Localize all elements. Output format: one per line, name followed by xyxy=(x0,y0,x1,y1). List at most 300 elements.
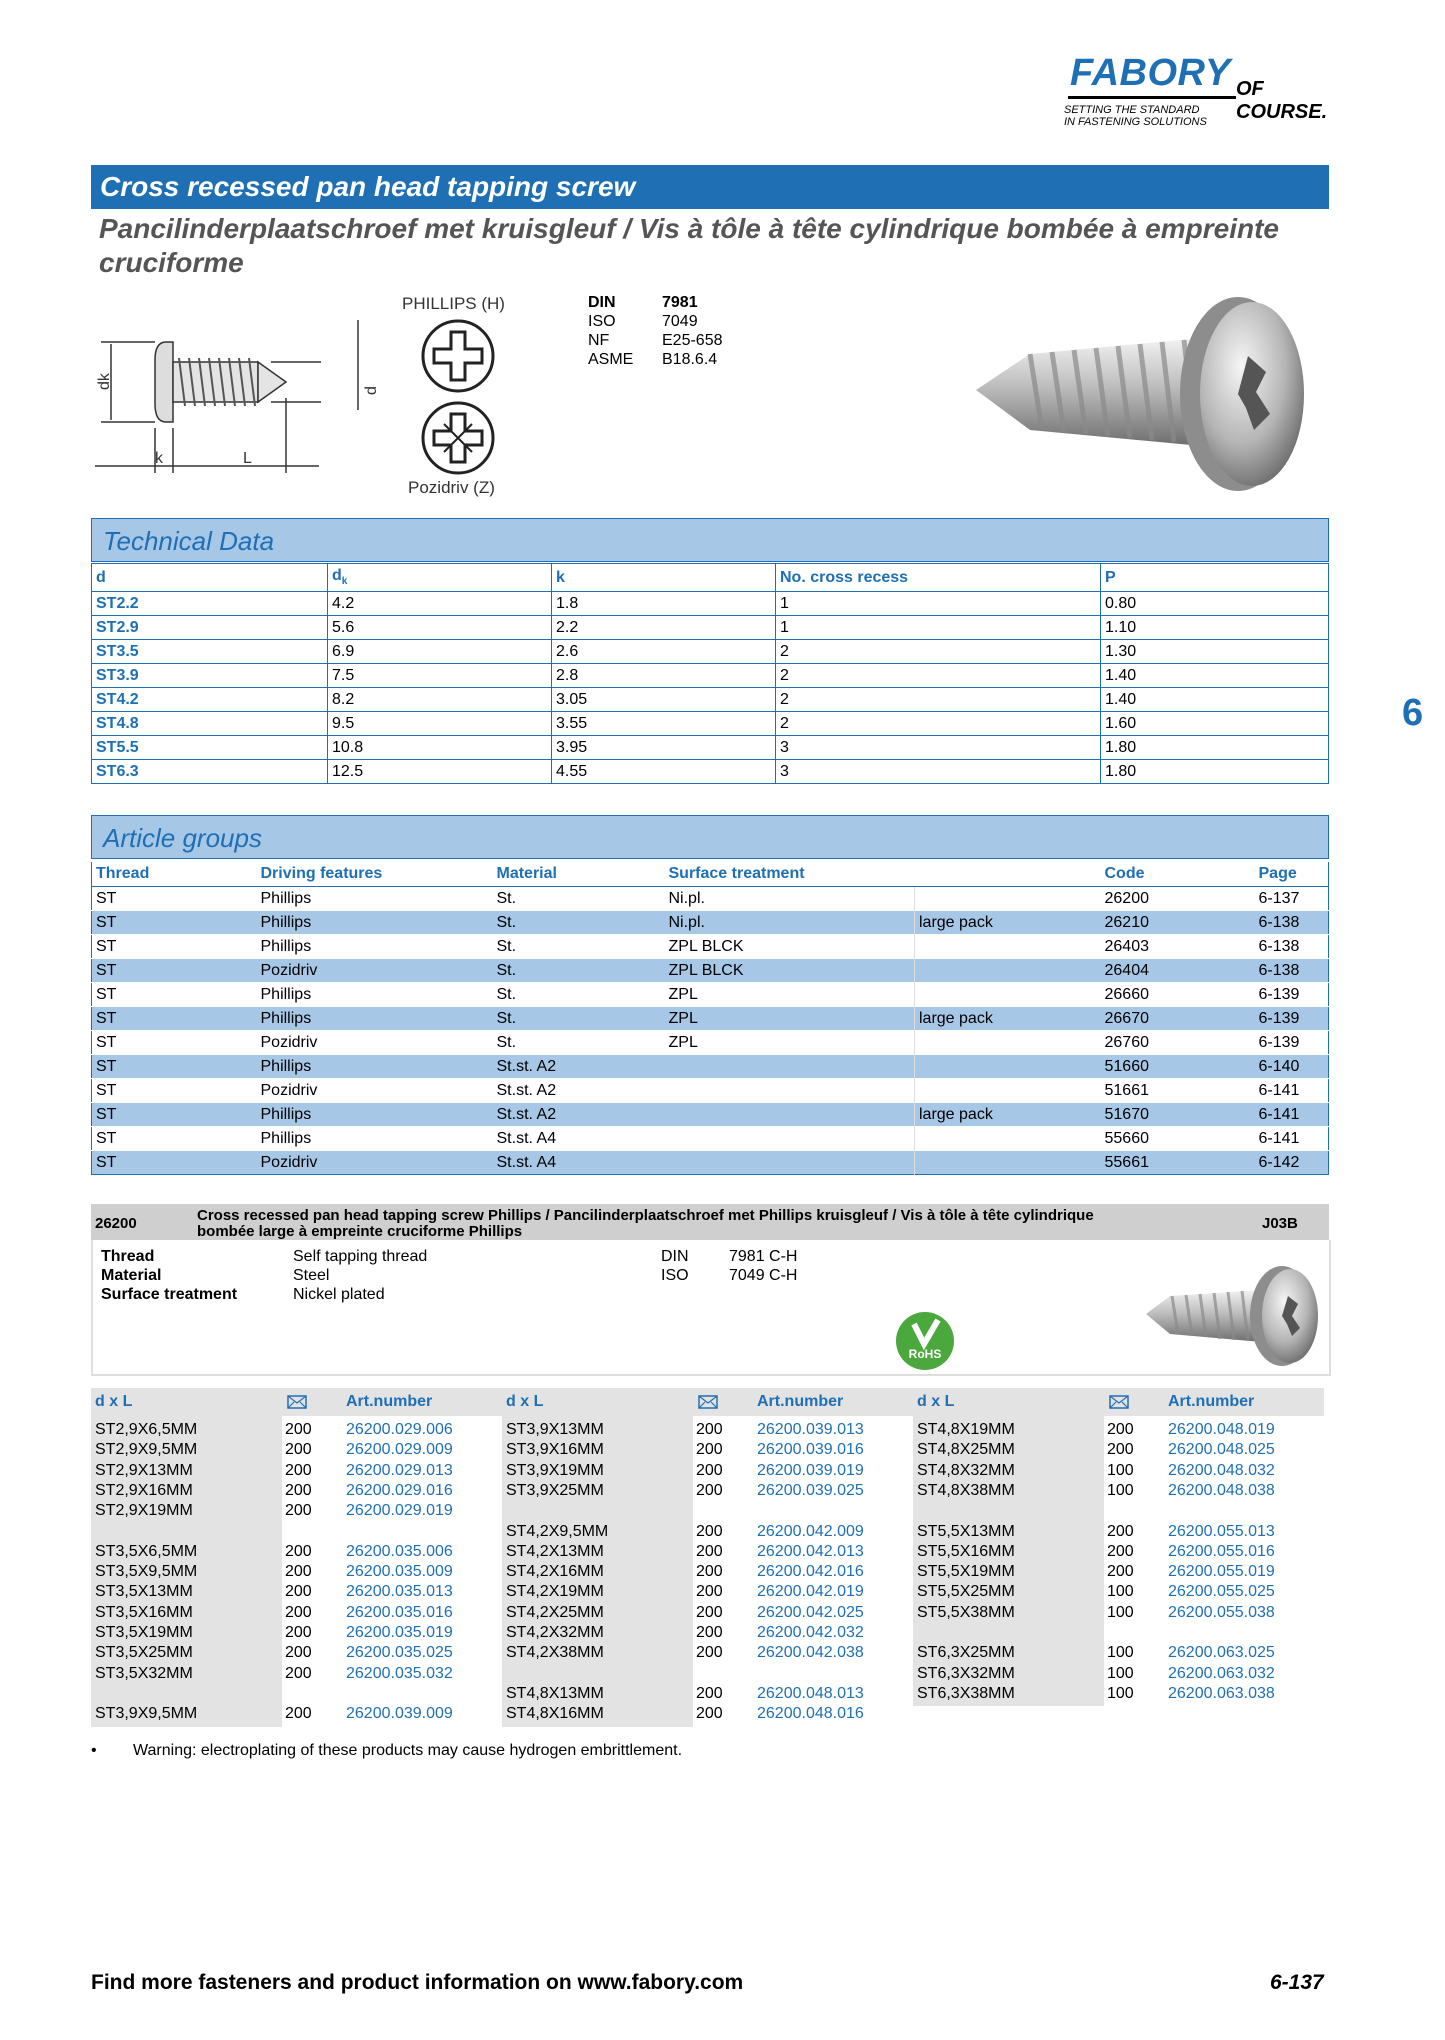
size-cell: ST6,3X38MM xyxy=(917,1685,1015,1702)
article-cell: 6-138 xyxy=(1255,935,1329,959)
technical-cell: 1.40 xyxy=(1101,688,1329,712)
size-cell: ST6,3X32MM xyxy=(917,1665,1015,1682)
article-number-row[interactable] xyxy=(913,1664,1324,1684)
article-number-row[interactable] xyxy=(913,1684,1324,1704)
article-number-row[interactable] xyxy=(913,1603,1324,1623)
article-cell: ST xyxy=(92,1151,257,1175)
article-cell: 6-139 xyxy=(1255,1007,1329,1031)
size-cell: ST3,5X9,5MM xyxy=(95,1563,198,1580)
article-number-row[interactable] xyxy=(913,1582,1324,1602)
article-cell: ST xyxy=(92,1055,257,1079)
technical-cell: 2 xyxy=(776,640,1101,664)
technical-row xyxy=(92,736,1329,760)
article-cell: 26404 xyxy=(1101,959,1255,983)
article-cell: 51670 xyxy=(1101,1103,1255,1127)
art-number-link[interactable]: 26200.039.016 xyxy=(757,1441,864,1458)
technical-cell: ST3.5 xyxy=(92,640,328,664)
article-number-row[interactable] xyxy=(502,1684,913,1704)
quantity-cell: 100 xyxy=(1107,1604,1134,1621)
article-cell: 51661 xyxy=(1101,1079,1255,1103)
logo-tagline: SETTING THE STANDARD IN FASTENING SOLUTIONS xyxy=(1064,104,1207,128)
article-cell: Phillips xyxy=(257,1127,493,1151)
art-number-link[interactable]: 26200.039.009 xyxy=(346,1705,453,1722)
article-row[interactable] xyxy=(92,911,1329,935)
chapter-tab: 6 xyxy=(1402,692,1424,734)
article-cell: 6-141 xyxy=(1255,1079,1329,1103)
art-number-link[interactable]: 26200.063.032 xyxy=(1168,1665,1275,1682)
product-desc-line1: Cross recessed pan head tapping screw Phillips / Pancilinderplaatschroef met Phillips kruisgleuf / Vis à tôle à tête cylindrique xyxy=(197,1207,1094,1224)
page-title: Cross recessed pan head tapping screw xyxy=(100,171,636,202)
quantity-cell: 200 xyxy=(285,1705,312,1722)
article-row[interactable] xyxy=(92,887,1329,911)
size-cell: ST4,8X38MM xyxy=(917,1482,1015,1499)
art-number-link[interactable]: 26200.048.032 xyxy=(1168,1462,1275,1479)
technical-cell: 2.2 xyxy=(552,616,776,640)
size-cell: ST3,9X19MM xyxy=(506,1462,604,1479)
package-envelope-icon xyxy=(698,1394,718,1410)
article-cell: St. xyxy=(493,983,665,1007)
article-cell xyxy=(915,887,1101,911)
article-cell: ST xyxy=(92,911,257,935)
technical-cell: 3.55 xyxy=(552,712,776,736)
article-number-row[interactable] xyxy=(502,1643,913,1663)
article-cell: large pack xyxy=(915,911,1101,935)
article-number-row[interactable] xyxy=(502,1461,913,1481)
size-cell: ST4,8X25MM xyxy=(917,1441,1015,1458)
art-number-link[interactable]: 26200.039.025 xyxy=(757,1482,864,1499)
article-header-cell: Page xyxy=(1255,862,1329,887)
size-cell: ST4,2X16MM xyxy=(506,1563,604,1580)
article-cell: St.st. A2 xyxy=(493,1103,665,1127)
article-cell xyxy=(665,1079,915,1103)
article-cell: ZPL xyxy=(665,1031,915,1055)
article-number-row[interactable] xyxy=(502,1481,913,1501)
quantity-cell: 200 xyxy=(285,1665,312,1682)
article-cell: 26200 xyxy=(1101,887,1255,911)
article-number-row[interactable] xyxy=(913,1643,1324,1663)
quantity-cell: 200 xyxy=(285,1543,312,1560)
article-cell: St. xyxy=(493,1007,665,1031)
svg-text:L: L xyxy=(243,450,252,467)
fabory-logo xyxy=(1064,52,1354,132)
art-number-link[interactable]: 26200.055.038 xyxy=(1168,1604,1275,1621)
art-number-header: Art.number xyxy=(346,1393,433,1410)
pozidriv-recess-icon xyxy=(420,400,496,476)
pozidriv-label: Pozidriv (Z) xyxy=(408,478,495,497)
art-number-link[interactable]: 26200.042.025 xyxy=(757,1604,864,1621)
art-number-link[interactable]: 26200.048.038 xyxy=(1168,1482,1275,1499)
quantity-cell: 100 xyxy=(1107,1665,1134,1682)
size-cell: ST5,5X19MM xyxy=(917,1563,1015,1580)
art-number-link[interactable]: 26200.035.009 xyxy=(346,1563,453,1580)
article-number-row[interactable] xyxy=(502,1542,913,1562)
quantity-cell: 200 xyxy=(696,1583,723,1600)
article-cell: St. xyxy=(493,959,665,983)
technical-cell: 6.9 xyxy=(328,640,552,664)
size-cell: ST3,5X13MM xyxy=(95,1583,193,1600)
size-cell: ST3,9X13MM xyxy=(506,1421,604,1438)
size-cell: ST3,9X25MM xyxy=(506,1482,604,1499)
quantity-cell: 200 xyxy=(1107,1441,1134,1458)
quantity-cell: 200 xyxy=(285,1502,312,1519)
article-cell xyxy=(915,935,1101,959)
article-cell: 51660 xyxy=(1101,1055,1255,1079)
article-number-row[interactable] xyxy=(91,1623,502,1643)
size-cell: ST4,2X38MM xyxy=(506,1644,604,1661)
svg-text:k: k xyxy=(155,450,163,467)
quantity-cell: 100 xyxy=(1107,1583,1134,1600)
article-cell: Ni.pl. xyxy=(665,911,915,935)
article-number-row[interactable] xyxy=(91,1582,502,1602)
article-cell: 55660 xyxy=(1101,1127,1255,1151)
art-number-link[interactable]: 26200.055.019 xyxy=(1168,1563,1275,1580)
package-envelope-icon xyxy=(287,1394,307,1410)
article-groups-header: Article groups xyxy=(91,815,1329,859)
article-cell: 6-139 xyxy=(1255,983,1329,1007)
package-envelope-icon xyxy=(1109,1394,1129,1410)
article-cell: St.st. A4 xyxy=(493,1127,665,1151)
technical-row xyxy=(92,712,1329,736)
art-number-link[interactable]: 26200.055.025 xyxy=(1168,1583,1275,1600)
quantity-cell: 200 xyxy=(285,1624,312,1641)
product-properties: Thread Self tapping thread Material Steel Surface treatment Nickel plated xyxy=(101,1248,428,1303)
article-cell: ST xyxy=(92,1127,257,1151)
quantity-cell: 100 xyxy=(1107,1462,1134,1479)
art-number-link[interactable]: 26200.039.013 xyxy=(757,1421,864,1438)
article-cell: ZPL xyxy=(665,1007,915,1031)
technical-cell: 7.5 xyxy=(328,664,552,688)
article-number-row[interactable] xyxy=(502,1522,913,1542)
article-header-cell xyxy=(915,862,1101,887)
th-p: P xyxy=(1101,564,1329,592)
quantity-cell: 200 xyxy=(696,1604,723,1621)
quantity-cell: 200 xyxy=(696,1563,723,1580)
article-cell: 26760 xyxy=(1101,1031,1255,1055)
article-cell: Phillips xyxy=(257,887,493,911)
article-number-row[interactable] xyxy=(502,1582,913,1602)
article-cell: 26670 xyxy=(1101,1007,1255,1031)
technical-cell: ST4.8 xyxy=(92,712,328,736)
art-number-link[interactable]: 26200.063.038 xyxy=(1168,1685,1275,1702)
article-number-column xyxy=(502,1388,913,1722)
art-number-link[interactable]: 26200.042.009 xyxy=(757,1523,864,1540)
article-cell: ZPL BLCK xyxy=(665,935,915,959)
article-cell xyxy=(915,1079,1101,1103)
th-d: d xyxy=(92,564,328,592)
technical-cell: 2.6 xyxy=(552,640,776,664)
article-number-row[interactable] xyxy=(91,1643,502,1663)
size-cell: ST4,2X19MM xyxy=(506,1583,604,1600)
article-header-cell: Material xyxy=(493,862,665,887)
technical-row xyxy=(92,688,1329,712)
article-cell: ZPL BLCK xyxy=(665,959,915,983)
article-cell: 6-142 xyxy=(1255,1151,1329,1175)
quantity-cell: 200 xyxy=(696,1441,723,1458)
art-number-link[interactable]: 26200.035.016 xyxy=(346,1604,453,1621)
article-cell xyxy=(915,1031,1101,1055)
footer-text: Find more fasteners and product information on www.fabory.com xyxy=(91,1971,744,1994)
article-number-row[interactable] xyxy=(913,1522,1324,1542)
product-desc-line2: bombée large à empreinte cruciforme Phillips xyxy=(197,1223,523,1240)
art-number-link[interactable]: 26200.029.006 xyxy=(346,1421,453,1438)
article-number-row[interactable] xyxy=(913,1420,1324,1440)
dxl-header: d x L xyxy=(95,1393,133,1410)
size-cell: ST5,5X25MM xyxy=(917,1583,1015,1600)
article-number-row[interactable] xyxy=(91,1501,502,1521)
size-cell: ST4,8X32MM xyxy=(917,1462,1015,1479)
technical-cell: 3 xyxy=(776,736,1101,760)
article-cell: ZPL xyxy=(665,983,915,1007)
technical-cell: 2 xyxy=(776,688,1101,712)
quantity-cell: 100 xyxy=(1107,1482,1134,1499)
article-number-row[interactable] xyxy=(502,1623,913,1643)
th-cross-recess: No. cross recess xyxy=(776,564,1101,592)
article-header-cell: Code xyxy=(1101,862,1255,887)
art-number-link[interactable]: 26200.029.016 xyxy=(346,1482,453,1499)
art-number-link[interactable]: 26200.035.025 xyxy=(346,1644,453,1661)
size-cell: ST2,9X16MM xyxy=(95,1482,193,1499)
technical-cell: ST4.2 xyxy=(92,688,328,712)
art-number-link[interactable]: 26200.029.013 xyxy=(346,1462,453,1479)
technical-cell: ST6.3 xyxy=(92,760,328,784)
article-cell xyxy=(665,1151,915,1175)
article-number-row[interactable] xyxy=(913,1461,1324,1481)
art-number-link[interactable]: 26200.048.013 xyxy=(757,1685,864,1702)
art-number-link[interactable]: 26200.055.013 xyxy=(1168,1523,1275,1540)
size-cell: ST3,9X16MM xyxy=(506,1441,604,1458)
screw-product-image xyxy=(970,296,1325,496)
size-cell: ST6,3X25MM xyxy=(917,1644,1015,1661)
size-cell: ST5,5X16MM xyxy=(917,1543,1015,1560)
page-number: 6-137 xyxy=(1270,1971,1324,1994)
article-cell: Phillips xyxy=(257,935,493,959)
article-cell: 6-141 xyxy=(1255,1127,1329,1151)
article-number-row[interactable] xyxy=(502,1704,913,1724)
art-number-link[interactable]: 26200.042.013 xyxy=(757,1543,864,1560)
article-number-row[interactable] xyxy=(91,1542,502,1562)
page-subtitle: Pancilinderplaatschroef met kruisgleuf / Vis à tôle à tête cylindrique bombée à empreinte cruciforme xyxy=(99,213,1279,278)
article-number-row[interactable] xyxy=(91,1440,502,1460)
size-cell: ST3,5X6,5MM xyxy=(95,1543,198,1560)
article-number-row[interactable] xyxy=(91,1420,502,1440)
art-number-link[interactable]: 26200.035.032 xyxy=(346,1665,453,1682)
article-number-row[interactable] xyxy=(913,1562,1324,1582)
article-cell: St. xyxy=(493,1031,665,1055)
article-cell xyxy=(915,1127,1101,1151)
art-number-link[interactable]: 26200.035.006 xyxy=(346,1543,453,1560)
technical-cell: 2 xyxy=(776,664,1101,688)
article-row[interactable] xyxy=(92,983,1329,1007)
article-cell: large pack xyxy=(915,1007,1101,1031)
technical-cell: 1 xyxy=(776,616,1101,640)
article-cell: St.st. A2 xyxy=(493,1055,665,1079)
article-cell xyxy=(915,983,1101,1007)
size-cell: ST5,5X38MM xyxy=(917,1604,1015,1621)
technical-row xyxy=(92,640,1329,664)
product-standards: DIN 7981 C-H ISO 7049 C-H xyxy=(661,1248,798,1284)
article-cell: ST xyxy=(92,1103,257,1127)
size-cell: ST4,8X19MM xyxy=(917,1421,1015,1438)
quantity-cell: 200 xyxy=(1107,1421,1134,1438)
quantity-cell: 200 xyxy=(696,1705,723,1722)
article-row[interactable] xyxy=(92,1031,1329,1055)
article-number-row[interactable] xyxy=(913,1542,1324,1562)
art-number-link[interactable]: 26200.035.019 xyxy=(346,1624,453,1641)
article-cell: Ni.pl. xyxy=(665,887,915,911)
product-code: 26200 xyxy=(95,1215,137,1232)
product-small-image xyxy=(1142,1262,1322,1368)
dxl-header: d x L xyxy=(506,1393,544,1410)
article-number-row[interactable] xyxy=(913,1481,1324,1501)
quantity-cell: 200 xyxy=(1107,1543,1134,1560)
technical-cell: 3.05 xyxy=(552,688,776,712)
thread-d-dimension xyxy=(344,300,384,450)
technical-cell: 0.80 xyxy=(1101,592,1329,616)
technical-cell: 1.10 xyxy=(1101,616,1329,640)
article-cell xyxy=(665,1055,915,1079)
article-cell: ST xyxy=(92,887,257,911)
article-cell: ST xyxy=(92,1079,257,1103)
art-number-link[interactable]: 26200.035.013 xyxy=(346,1583,453,1600)
bullet-icon: • xyxy=(91,1742,97,1759)
logo-suffix: OF COURSE. xyxy=(1236,78,1328,123)
size-cell: ST4,2X13MM xyxy=(506,1543,604,1560)
technical-cell: 3.95 xyxy=(552,736,776,760)
article-number-row[interactable] xyxy=(91,1603,502,1623)
article-row[interactable] xyxy=(92,1151,1329,1175)
technical-cell: 2.8 xyxy=(552,664,776,688)
product-header-bar xyxy=(91,1204,1329,1240)
article-cell: 6-139 xyxy=(1255,1031,1329,1055)
technical-cell: ST2.2 xyxy=(92,592,328,616)
art-number-header: Art.number xyxy=(757,1393,844,1410)
art-number-link[interactable]: 26200.042.016 xyxy=(757,1563,864,1580)
size-cell: ST2,9X19MM xyxy=(95,1502,193,1519)
article-row[interactable] xyxy=(92,1103,1329,1127)
article-number-row[interactable] xyxy=(502,1603,913,1623)
article-cell: St.st. A4 xyxy=(493,1151,665,1175)
logo-underline xyxy=(1068,96,1236,99)
quantity-cell: 200 xyxy=(1107,1523,1134,1540)
art-number-link[interactable]: 26200.063.025 xyxy=(1168,1644,1275,1661)
quantity-cell: 200 xyxy=(285,1482,312,1499)
quantity-cell: 200 xyxy=(285,1441,312,1458)
art-number-link[interactable]: 26200.039.019 xyxy=(757,1462,864,1479)
article-row[interactable] xyxy=(92,1007,1329,1031)
article-cell: ST xyxy=(92,1007,257,1031)
technical-cell: 1.30 xyxy=(1101,640,1329,664)
article-number-row[interactable] xyxy=(91,1562,502,1582)
quantity-cell: 200 xyxy=(696,1523,723,1540)
warning-note: • Warning: electroplating of these products may cause hydrogen embrittlement. xyxy=(91,1742,683,1759)
art-number-link[interactable]: 26200.029.009 xyxy=(346,1441,453,1458)
article-number-row[interactable] xyxy=(91,1664,502,1684)
quantity-cell: 200 xyxy=(285,1644,312,1661)
article-cell: 6-137 xyxy=(1255,887,1329,911)
article-cell: Pozidriv xyxy=(257,959,493,983)
article-cell: 6-138 xyxy=(1255,959,1329,983)
article-number-row[interactable] xyxy=(91,1704,502,1724)
title-bar xyxy=(91,165,1329,209)
article-number-column-header xyxy=(502,1388,913,1416)
quantity-cell: 200 xyxy=(696,1462,723,1479)
size-cell: ST4,8X16MM xyxy=(506,1705,604,1722)
article-cell: Pozidriv xyxy=(257,1079,493,1103)
quantity-cell: 200 xyxy=(696,1644,723,1661)
technical-cell: 12.5 xyxy=(328,760,552,784)
art-number-link[interactable]: 26200.042.019 xyxy=(757,1583,864,1600)
article-row[interactable] xyxy=(92,1127,1329,1151)
article-number-row[interactable] xyxy=(502,1440,913,1460)
th-k: k xyxy=(552,564,776,592)
quantity-cell: 200 xyxy=(1107,1563,1134,1580)
technical-cell: 2 xyxy=(776,712,1101,736)
size-cell: ST3,5X19MM xyxy=(95,1624,193,1641)
size-cell: ST2,9X13MM xyxy=(95,1462,193,1479)
article-cell: 6-140 xyxy=(1255,1055,1329,1079)
technical-cell: 1.8 xyxy=(552,592,776,616)
technical-cell: 1.40 xyxy=(1101,664,1329,688)
article-cell: Phillips xyxy=(257,983,493,1007)
art-number-header: Art.number xyxy=(1168,1393,1255,1410)
screw-dimension-drawing xyxy=(91,288,321,478)
art-number-link[interactable]: 26200.042.038 xyxy=(757,1644,864,1661)
art-number-link[interactable]: 26200.048.025 xyxy=(1168,1441,1275,1458)
article-cell: 26660 xyxy=(1101,983,1255,1007)
size-cell: ST3,5X32MM xyxy=(95,1665,193,1682)
article-row[interactable] xyxy=(92,935,1329,959)
technical-cell: 1.80 xyxy=(1101,736,1329,760)
technical-cell: ST3.9 xyxy=(92,664,328,688)
technical-cell: 4.2 xyxy=(328,592,552,616)
art-number-link[interactable]: 26200.042.032 xyxy=(757,1624,864,1641)
article-row[interactable] xyxy=(92,1055,1329,1079)
article-number-row[interactable] xyxy=(913,1440,1324,1460)
article-row[interactable] xyxy=(92,959,1329,983)
article-cell: ST xyxy=(92,959,257,983)
art-number-link[interactable]: 26200.048.019 xyxy=(1168,1421,1275,1438)
art-number-link[interactable]: 26200.048.016 xyxy=(757,1705,864,1722)
svg-text:RoHS: RoHS xyxy=(908,1347,942,1361)
quantity-cell: 200 xyxy=(696,1421,723,1438)
art-number-link[interactable]: 26200.029.019 xyxy=(346,1502,453,1519)
technical-cell: 1.80 xyxy=(1101,760,1329,784)
article-cell xyxy=(915,1151,1101,1175)
article-number-row[interactable] xyxy=(502,1562,913,1582)
article-number-column xyxy=(91,1388,502,1722)
art-number-link[interactable]: 26200.055.016 xyxy=(1168,1543,1275,1560)
article-cell: Pozidriv xyxy=(257,1151,493,1175)
article-groups-table xyxy=(91,862,1329,1175)
article-number-row[interactable] xyxy=(91,1481,502,1501)
size-cell: ST4,2X9,5MM xyxy=(506,1523,609,1540)
article-cell xyxy=(915,1055,1101,1079)
article-row[interactable] xyxy=(92,1079,1329,1103)
article-cell xyxy=(665,1127,915,1151)
quantity-cell: 200 xyxy=(696,1543,723,1560)
article-cell: St. xyxy=(493,887,665,911)
technical-cell: 3 xyxy=(776,760,1101,784)
article-cell: St. xyxy=(493,911,665,935)
article-cell: 6-141 xyxy=(1255,1103,1329,1127)
size-cell: ST4,2X25MM xyxy=(506,1604,604,1621)
technical-row xyxy=(92,592,1329,616)
article-cell: Phillips xyxy=(257,1055,493,1079)
technical-cell: ST2.9 xyxy=(92,616,328,640)
article-number-row[interactable] xyxy=(91,1461,502,1481)
article-number-row[interactable] xyxy=(502,1420,913,1440)
article-number-column xyxy=(913,1388,1324,1702)
